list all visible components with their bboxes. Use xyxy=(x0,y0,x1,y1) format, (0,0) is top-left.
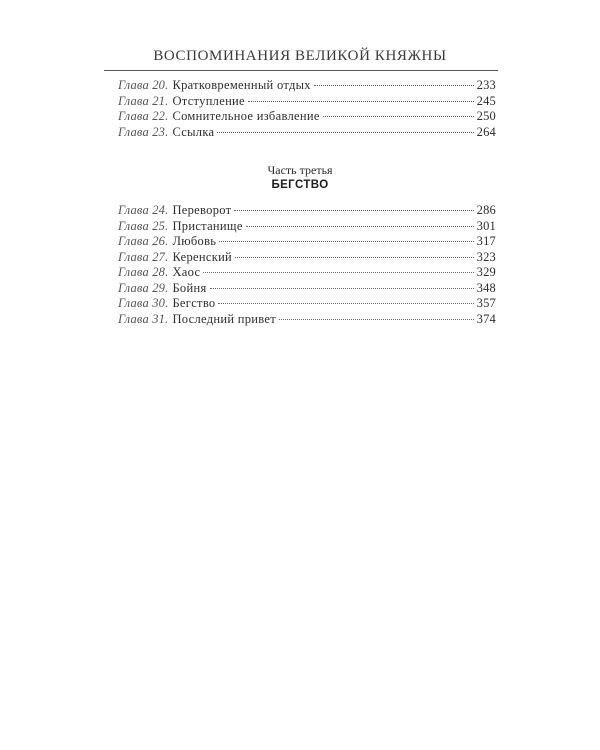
running-head: ВОСПОМИНАНИЯ ВЕЛИКОЙ КНЯЖНЫ xyxy=(153,48,447,64)
toc-entry[interactable] xyxy=(118,234,496,250)
dot-leader xyxy=(234,210,473,211)
dot-leader xyxy=(210,288,474,289)
chapter-title: Бегство xyxy=(172,296,216,310)
chapter-label: Глава 27. xyxy=(118,249,169,264)
dot-leader xyxy=(235,257,474,258)
dot-leader xyxy=(203,272,473,273)
chapter-label: Глава 22. xyxy=(118,109,169,123)
dot-leader xyxy=(323,116,474,117)
chapter-title: Отступление xyxy=(172,93,245,108)
page-number: 264 xyxy=(476,124,496,139)
chapter-title: Керенский xyxy=(172,249,233,264)
page-number: 348 xyxy=(476,280,496,295)
page-number: 301 xyxy=(476,218,496,233)
chapter-label: Глава 26. xyxy=(118,234,169,248)
toc-entry[interactable] xyxy=(118,94,496,110)
chapter-label: Глава 21. xyxy=(118,93,169,108)
chapter-label: Глава 20. xyxy=(118,78,169,92)
chapter-title: Хаос xyxy=(172,265,201,279)
toc-entry[interactable] xyxy=(118,109,496,125)
page-number: 233 xyxy=(476,78,496,92)
dot-leader xyxy=(248,101,474,102)
chapter-label: Глава 30. xyxy=(118,296,169,310)
page-number: 329 xyxy=(476,265,496,279)
toc-entry[interactable] xyxy=(118,312,496,328)
dot-leader xyxy=(314,85,474,86)
dot-leader xyxy=(246,226,474,227)
dot-leader xyxy=(219,241,473,242)
page-number: 323 xyxy=(476,249,496,264)
page-number: 317 xyxy=(476,234,496,248)
toc-entry[interactable] xyxy=(118,250,496,266)
dot-leader xyxy=(218,303,473,304)
toc-entry[interactable] xyxy=(118,203,496,219)
toc-entry[interactable] xyxy=(118,265,496,281)
chapter-title: Переворот xyxy=(172,203,232,217)
part-heading xyxy=(0,163,600,193)
part-label: Часть третья xyxy=(267,163,333,177)
toc-list-part-two xyxy=(118,78,496,140)
header-rule xyxy=(104,70,498,71)
page-number: 245 xyxy=(476,93,496,108)
chapter-title: Последний привет xyxy=(172,311,277,326)
chapter-title: Любовь xyxy=(172,234,217,248)
toc-list-part-three xyxy=(118,203,496,327)
toc-entry[interactable] xyxy=(118,125,496,141)
chapter-title: Пристанище xyxy=(172,218,243,233)
toc-entry[interactable] xyxy=(118,219,496,235)
chapter-label: Глава 29. xyxy=(118,280,169,295)
chapter-label: Глава 25. xyxy=(118,218,169,233)
chapter-label: Глава 28. xyxy=(118,265,169,279)
chapter-label: Глава 23. xyxy=(118,124,169,139)
toc-entry[interactable] xyxy=(118,296,496,312)
page-number: 374 xyxy=(476,311,496,326)
chapter-title: Кратковременный отдых xyxy=(172,78,311,92)
page-number: 357 xyxy=(476,296,496,310)
dot-leader xyxy=(217,132,473,133)
chapter-label: Глава 31. xyxy=(118,311,169,326)
page-number: 250 xyxy=(476,109,496,123)
toc-entry[interactable] xyxy=(118,78,496,94)
page-number: 286 xyxy=(476,203,496,217)
chapter-title: Бойня xyxy=(172,280,207,295)
chapter-title: Ссылка xyxy=(172,124,215,139)
chapter-label: Глава 24. xyxy=(118,203,169,217)
toc-entry[interactable] xyxy=(118,281,496,297)
chapter-title: Сомнительное избавление xyxy=(172,109,320,123)
dot-leader xyxy=(279,319,474,320)
part-title: БЕГСТВО xyxy=(271,179,329,191)
